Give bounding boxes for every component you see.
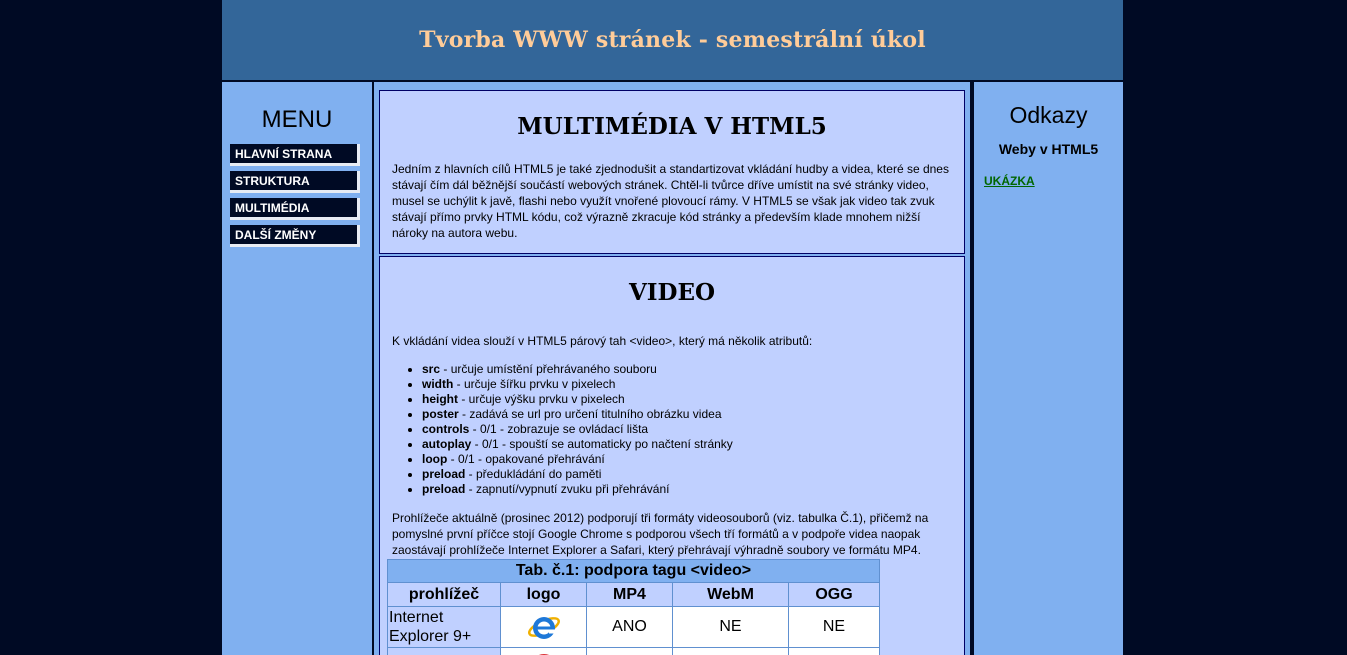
right-links-column — [972, 82, 1123, 655]
menu-item-multimedia[interactable]: MULTIMÉDIA — [230, 198, 360, 220]
list-item — [422, 362, 964, 377]
menu-item-dalsi-zmeny[interactable]: DALŠÍ ZMĚNY — [230, 225, 360, 247]
menu-item-hlavni-strana[interactable]: HLAVNÍ STRANA — [230, 144, 360, 166]
attribute-name: preload — [422, 467, 466, 481]
table-header-row — [388, 583, 880, 607]
list-item — [422, 392, 964, 407]
internet-explorer-logo-icon — [527, 610, 561, 644]
video-attribute-list — [380, 362, 964, 497]
main-content[interactable] — [374, 82, 970, 655]
attribute-desc: - zapnutí/vypnutí zvuku při přehrávání — [465, 482, 670, 496]
links-subtitle: Weby v HTML5 — [998, 141, 1099, 157]
attribute-name: preload — [422, 482, 466, 496]
attribute-desc: - určuje šířku prvku v pixelech — [453, 377, 616, 391]
attribute-name: src — [422, 362, 441, 376]
table-caption: Tab. č.1: podpora tagu <video> — [388, 560, 880, 583]
mp4-cell — [587, 648, 673, 655]
column-header-webm: WebM — [673, 583, 789, 607]
list-item — [422, 467, 964, 482]
video-heading: VIDEO — [628, 279, 716, 306]
attribute-desc: - 0/1 - zobrazuje se ovládací lišta — [469, 422, 649, 436]
intro-section — [379, 90, 965, 254]
attribute-desc: - určuje umístění přehrávaného souboru — [440, 362, 657, 376]
browser-name-cell: Internet Explorer 9+ — [388, 607, 501, 648]
video-support-table — [387, 559, 880, 655]
attribute-desc: - určuje výšku prvku v pixelech — [458, 392, 625, 406]
attribute-desc: - zadává se url pro určení titulního obrázku videa — [458, 407, 722, 421]
browser-support-text: Prohlížeče aktuálně (prosinec 2012) podporují tři formáty videosouborů (viz. tabulka Č.1), přičemž na pomyslné první příčce stojí Google Chrome s podporou všech tří formátů a v podpoře videa naopak zaostávají prohlížeče Internet Explorer a Safari, který přehrávají výhradně soubory ve formátu MP4. — [392, 511, 929, 557]
attribute-name: controls — [422, 422, 470, 436]
left-menu-column — [222, 82, 374, 655]
list-item — [422, 437, 964, 452]
browser-name-cell — [388, 648, 501, 655]
intro-text: Jedním z hlavních cílů HTML5 je také zjednodušit a standartizovat vkládání hudby a videa, které se dnes stávají čím dál běžnější součástí webových stránek. Chtěl-li tvůrce dříve umístit na své stránky video, musel se uchýlit k javě, flashi nebo využít vnořené plovoucí rámy. V HTML5 se však jak video tak zvuk stávají přímo prvky HTML kódu, což výrazně zkracuje kód stránky a především klade mnohem nižší nároky na autora webu. — [392, 162, 949, 240]
page — [222, 0, 1123, 655]
mp4-cell: ANO — [587, 607, 673, 648]
list-item — [422, 422, 964, 437]
webm-cell — [673, 648, 789, 655]
menu-title: MENU — [261, 106, 333, 133]
video-section — [379, 256, 965, 655]
logo-cell — [501, 648, 587, 655]
list-item — [422, 407, 964, 422]
webm-cell: NE — [673, 607, 789, 648]
column-header-mp4: MP4 — [587, 583, 673, 607]
attribute-name: width — [422, 377, 454, 391]
attribute-name: autoplay — [422, 437, 472, 451]
table-row — [388, 648, 880, 655]
video-intro-text: K vkládání videa slouží v HTML5 párový tah <video>, který má několik atributů: — [392, 334, 813, 348]
attribute-desc: - 0/1 - spouští se automaticky po načtení stránky — [471, 437, 733, 451]
menu-list — [230, 144, 372, 247]
list-item — [422, 452, 964, 467]
logo-cell — [501, 607, 587, 648]
list-item — [422, 377, 964, 392]
site-title: Tvorba WWW stránek - semestrální úkol — [419, 27, 926, 53]
menu-item-struktura[interactable]: STRUKTURA — [230, 171, 360, 193]
column-header-logo: logo — [501, 583, 587, 607]
attribute-desc: - 0/1 - opakované přehrávání — [447, 452, 605, 466]
attribute-name: loop — [422, 452, 448, 466]
column-header-browser: prohlížeč — [388, 583, 501, 607]
list-item — [422, 482, 964, 497]
ogg-cell — [789, 648, 880, 655]
column-header-ogg: OGG — [789, 583, 880, 607]
ukazka-link[interactable]: UKÁZKA — [984, 174, 1035, 188]
site-header — [222, 0, 1123, 80]
ogg-cell: NE — [789, 607, 880, 648]
attribute-desc: - předukládání do paměti — [465, 467, 602, 481]
intro-heading: MULTIMÉDIA V HTML5 — [517, 113, 827, 140]
attribute-name: poster — [422, 407, 459, 421]
links-title: Odkazy — [1009, 102, 1088, 128]
attribute-name: height — [422, 392, 458, 406]
table-row — [388, 607, 880, 648]
